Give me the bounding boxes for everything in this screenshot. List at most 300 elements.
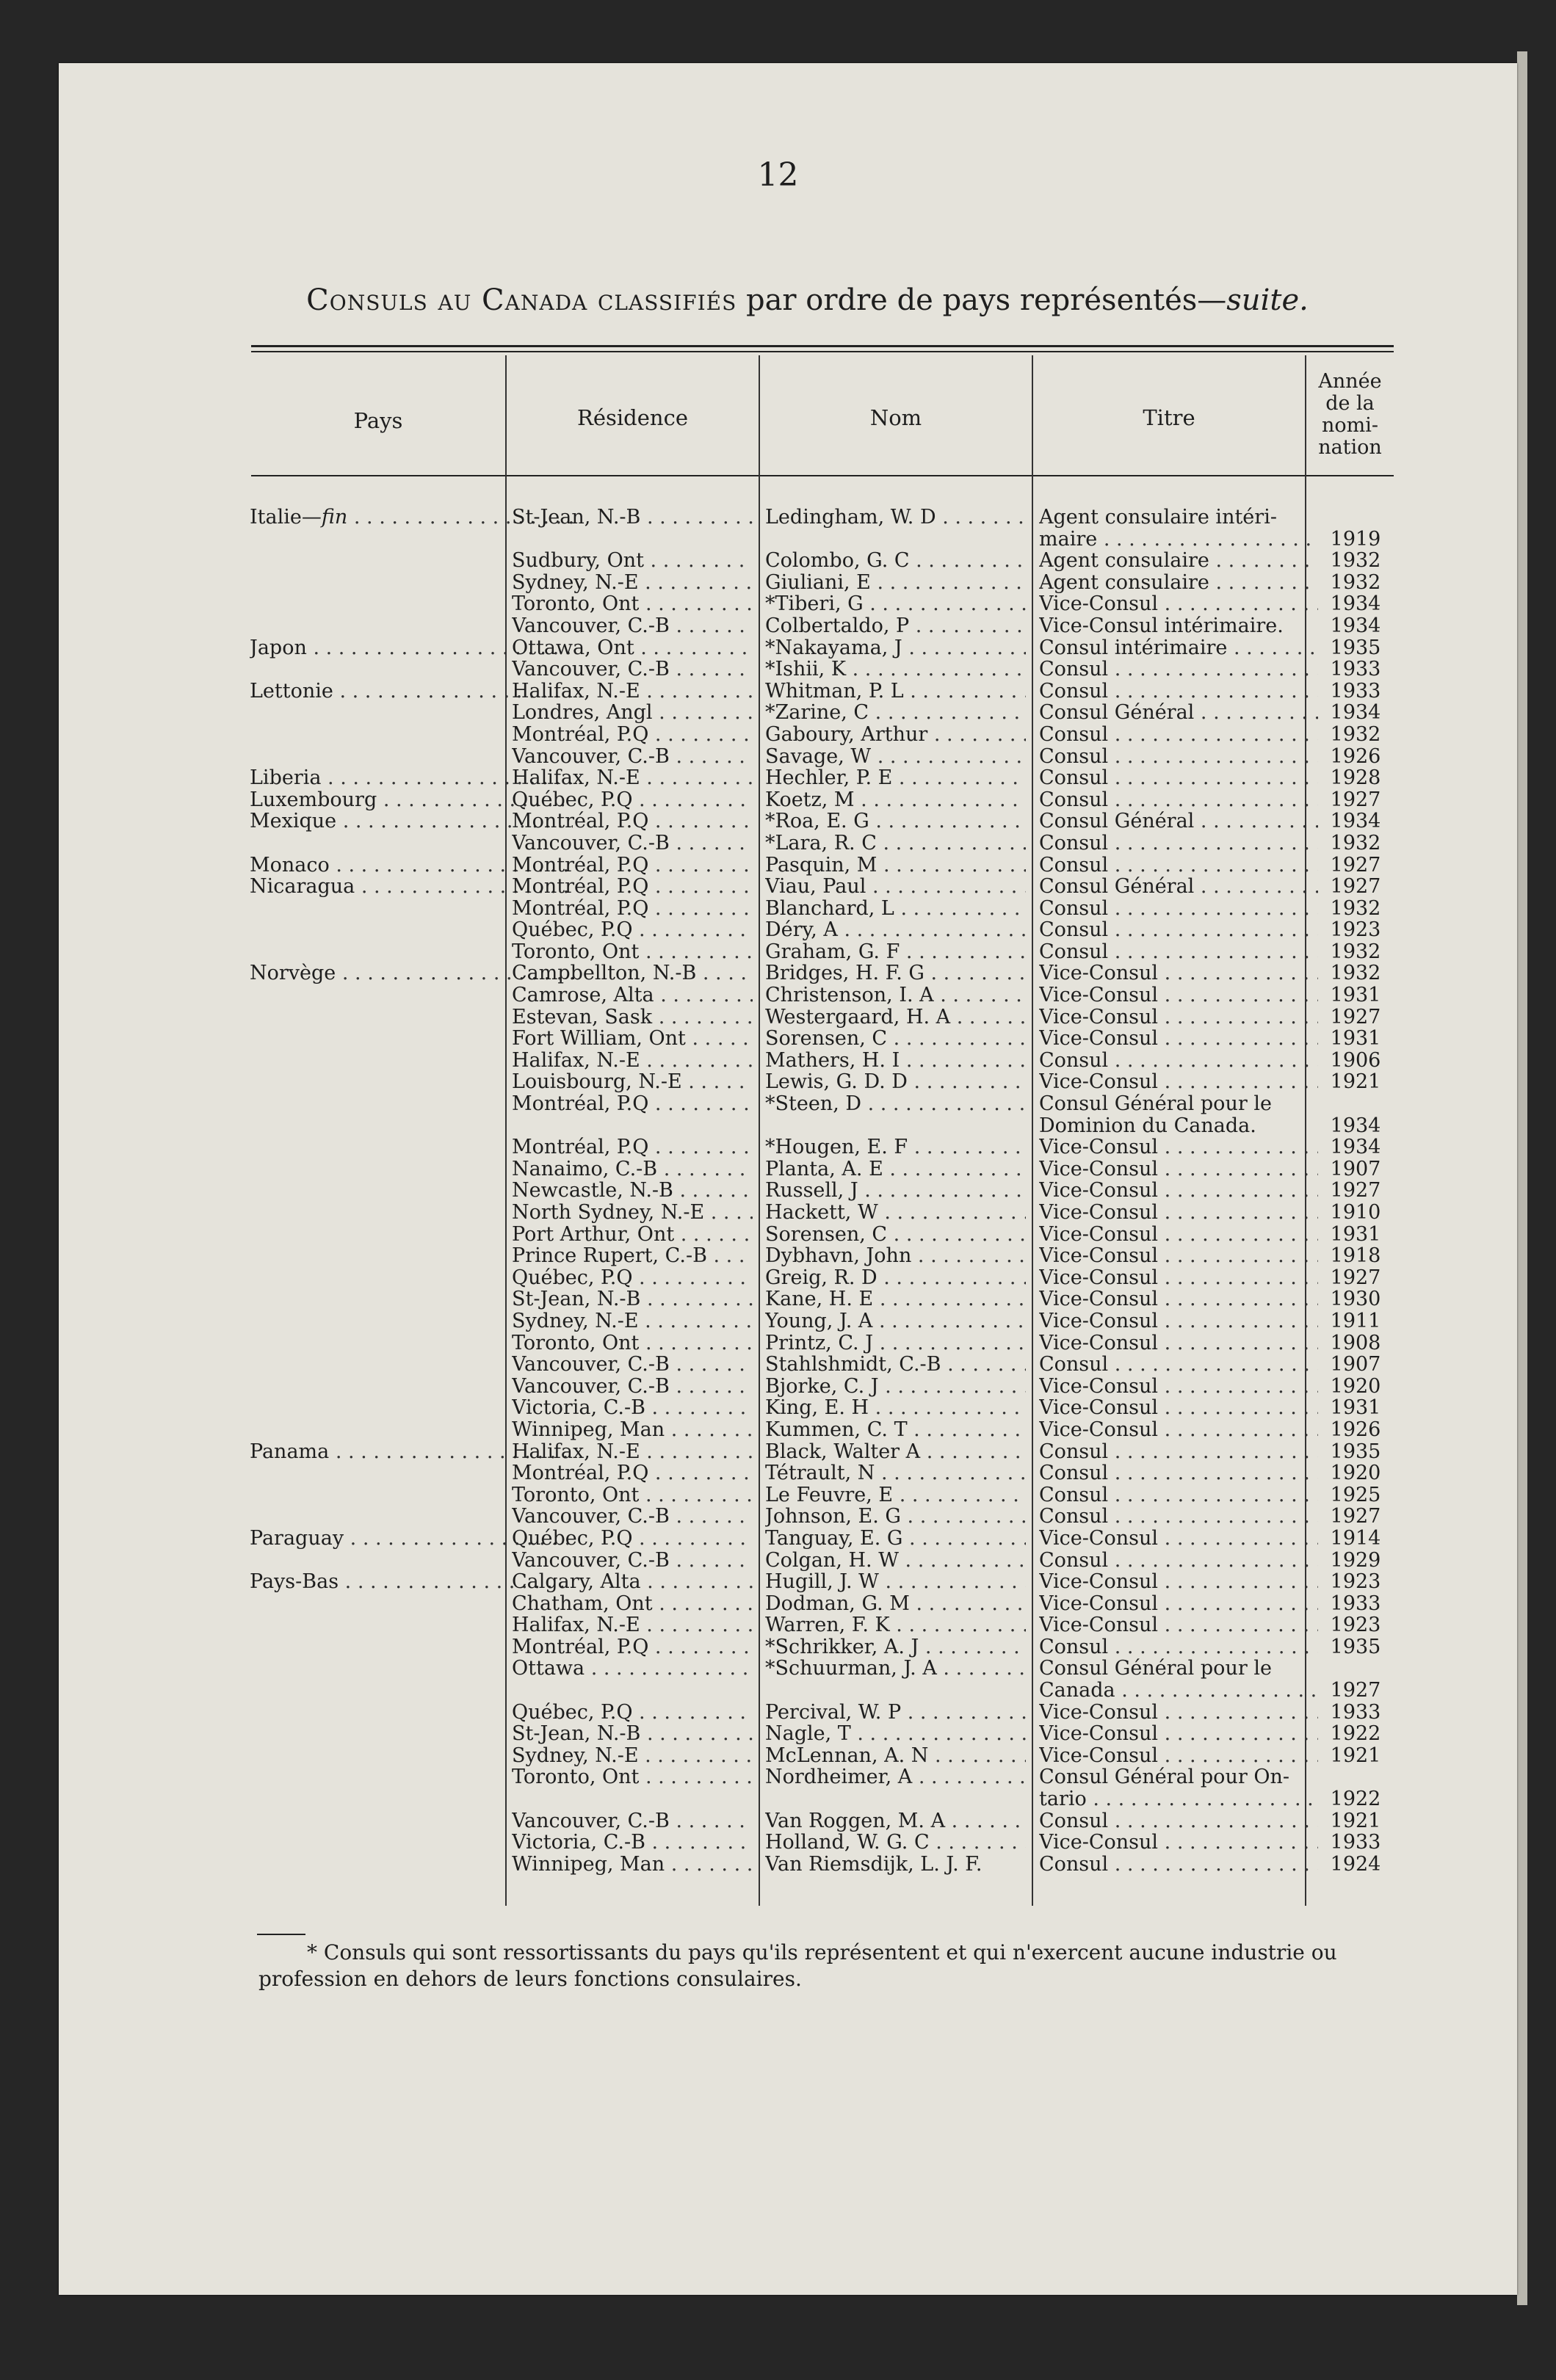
- title-cell: [1039, 1658, 1318, 1680]
- title-cell-text: Agent consulaire: [1039, 550, 1209, 572]
- name-cell-text: Young, J. A: [765, 1310, 873, 1332]
- year-cell: [1319, 984, 1392, 1006]
- residence-cell: [512, 1506, 753, 1528]
- residence-cell: [512, 876, 753, 898]
- year-cell: [1319, 1745, 1392, 1767]
- year-cell-text: 1925: [1330, 1484, 1381, 1506]
- title-cell-text: Consul intérimaire: [1039, 636, 1228, 659]
- name-cell-text: King, E. H: [765, 1397, 869, 1419]
- year-cell: [1319, 941, 1392, 963]
- table-row: [191, 1158, 1395, 1180]
- year-cell-text: 1922: [1330, 1788, 1381, 1810]
- year-cell: [1319, 1528, 1392, 1550]
- table-row: [191, 1571, 1395, 1593]
- year-cell: [1319, 1550, 1392, 1572]
- title-cell: [1039, 1115, 1318, 1137]
- name-cell-text: Johnson, E. G: [765, 1506, 901, 1528]
- name-cell: [765, 1506, 1026, 1528]
- name-cell: [765, 550, 1026, 572]
- country-cell-text: Nicaragua: [250, 876, 355, 898]
- name-cell-text: Lewis, G. D. D: [765, 1071, 908, 1094]
- title-cell: [1039, 1376, 1318, 1398]
- title-cell-text: tario: [1039, 1788, 1087, 1810]
- name-cell-text: Graham, G. F: [765, 940, 900, 963]
- name-cell: [765, 1441, 1026, 1463]
- title-cell-text: Vice-Consul: [1039, 962, 1159, 985]
- name-cell-text: Koetz, M: [765, 788, 855, 811]
- name-cell: [765, 1310, 1026, 1332]
- year-cell: [1319, 1397, 1392, 1419]
- residence-cell-text: St-Jean, N.-B: [512, 1723, 641, 1745]
- title-cell-text: Agent consulaire intéri-: [1039, 507, 1277, 529]
- title-cell-text: Dominion du Canada.: [1039, 1114, 1256, 1137]
- residence-cell: [512, 1180, 753, 1202]
- year-cell: [1319, 702, 1392, 724]
- title-cell: [1039, 1158, 1318, 1180]
- title-cell-text: Vice-Consul: [1039, 1310, 1159, 1332]
- name-cell: [765, 1006, 1026, 1028]
- year-cell: [1319, 724, 1392, 746]
- title-cell: [1039, 962, 1318, 984]
- table-row: [191, 1766, 1395, 1788]
- name-cell-text: Planta, A. E: [765, 1158, 883, 1180]
- name-cell: [765, 810, 1026, 832]
- year-cell: [1319, 529, 1392, 551]
- name-cell: [765, 1332, 1026, 1354]
- table-row: [191, 1224, 1395, 1246]
- year-cell-text: 1935: [1330, 1440, 1381, 1463]
- name-cell-text: *Tiberi, G: [765, 593, 864, 615]
- name-cell-text: Mathers, H. I: [765, 1049, 900, 1072]
- residence-cell: [512, 1810, 753, 1832]
- name-cell-text: Dybhavn, John: [765, 1245, 912, 1267]
- residence-cell-text: Calgary, Alta: [512, 1571, 641, 1593]
- table-row: [191, 832, 1395, 855]
- year-cell-text: 1919: [1330, 528, 1381, 551]
- residence-cell: [512, 767, 753, 789]
- residence-cell-text: Québec, P.Q: [512, 1527, 633, 1550]
- name-cell-text: Bjorke, C. J: [765, 1375, 879, 1398]
- residence-cell-text: Montréal, P.Q: [512, 876, 649, 898]
- residence-cell: [512, 1245, 753, 1267]
- year-cell: [1319, 1571, 1392, 1593]
- year-cell: [1319, 1267, 1392, 1289]
- year-cell-text: 1927: [1330, 1180, 1381, 1202]
- name-cell: [765, 832, 1026, 855]
- table-row: [191, 1397, 1395, 1419]
- title-cell: [1039, 898, 1318, 920]
- year-cell: [1319, 832, 1392, 855]
- residence-cell: [512, 1136, 753, 1158]
- table-row: [191, 1680, 1395, 1702]
- table-row: [191, 789, 1395, 811]
- name-cell: [765, 1288, 1026, 1310]
- residence-cell-text: Vancouver, C.-B: [512, 832, 670, 855]
- residence-cell: [512, 1614, 753, 1636]
- residence-cell: [512, 1267, 753, 1289]
- residence-cell-text: Victoria, C.-B: [512, 1397, 645, 1419]
- year-cell-text: 1933: [1330, 659, 1381, 681]
- year-cell: [1319, 746, 1392, 768]
- title-cell-text: Vice-Consul: [1039, 1136, 1159, 1158]
- table-row: [191, 529, 1395, 551]
- title-cell-text: Vice-Consul: [1039, 1180, 1159, 1202]
- title-cell-text: Consul: [1039, 1810, 1109, 1832]
- residence-cell-text: St-Jean, N.-B: [512, 507, 641, 529]
- residence-cell-text: Vancouver, C.-B: [512, 614, 670, 637]
- table-row: [191, 1376, 1395, 1398]
- residence-cell-text: Montréal, P.Q: [512, 1093, 649, 1115]
- residence-cell: [512, 1028, 753, 1050]
- name-cell: [765, 1397, 1026, 1419]
- country-cell-text: Paraguay: [250, 1527, 344, 1550]
- residence-cell: [512, 702, 753, 724]
- residence-cell: [512, 681, 753, 703]
- residence-cell-text: Newcastle, N.-B: [512, 1180, 673, 1202]
- title-cell-text: Vice-Consul: [1039, 1701, 1159, 1724]
- residence-cell: [512, 1354, 753, 1376]
- residence-cell: [512, 1702, 753, 1724]
- residence-cell-text: Montréal, P.Q: [512, 1462, 649, 1484]
- name-cell-text: *Schrikker, A. J: [765, 1636, 919, 1658]
- table-top-rule-2: [251, 351, 1394, 352]
- table-row: [191, 1788, 1395, 1810]
- table-row: [191, 767, 1395, 789]
- table-row: [191, 1354, 1395, 1376]
- residence-cell-text: Victoria, C.-B: [512, 1832, 645, 1854]
- name-cell-text: Sorensen, C: [765, 1223, 888, 1246]
- residence-cell-text: Vancouver, C.-B: [512, 1506, 670, 1528]
- residence-cell: [512, 1397, 753, 1419]
- header-nom: Nom: [869, 405, 922, 430]
- title-cell-text: Consul: [1039, 919, 1109, 941]
- year-cell: [1319, 1788, 1392, 1810]
- title-cell-text: Consul: [1039, 1484, 1109, 1506]
- name-cell: [765, 1267, 1026, 1289]
- year-cell: [1319, 1288, 1392, 1310]
- year-cell-text: 1934: [1330, 593, 1381, 615]
- table-row: [191, 1441, 1395, 1463]
- year-cell: [1319, 1354, 1392, 1376]
- name-cell-text: Printz, C. J: [765, 1332, 874, 1354]
- title-cell: [1039, 1397, 1318, 1419]
- title-cell: [1039, 767, 1318, 789]
- year-cell: [1319, 876, 1392, 898]
- title-cell: [1039, 1419, 1318, 1441]
- residence-cell: [512, 1593, 753, 1615]
- table-row: [191, 615, 1395, 637]
- residence-cell: [512, 507, 753, 529]
- residence-cell-text: Winnipeg, Man: [512, 1853, 665, 1876]
- title-cell: [1039, 507, 1318, 529]
- year-cell-text: 1931: [1330, 1223, 1381, 1246]
- country-cell-text: Lettonie: [250, 680, 333, 703]
- residence-cell-text: Montréal, P.Q: [512, 854, 649, 877]
- name-cell-text: Pasquin, M: [765, 854, 877, 877]
- title-cell: [1039, 1462, 1318, 1484]
- residence-cell: [512, 1071, 753, 1093]
- country-cell-text: Pays-Bas: [250, 1571, 339, 1593]
- year-cell: [1319, 767, 1392, 789]
- name-cell: [765, 637, 1026, 659]
- title-cell: [1039, 1180, 1318, 1202]
- name-cell: [765, 659, 1026, 681]
- table-row: [191, 702, 1395, 724]
- name-cell-text: Kane, H. E: [765, 1288, 874, 1310]
- residence-cell-text: Ottawa: [512, 1658, 585, 1680]
- residence-cell-text: Sydney, N.-E: [512, 1310, 639, 1332]
- title-cell: [1039, 1332, 1318, 1354]
- residence-cell: [512, 962, 753, 984]
- name-cell-text: Holland, W. G. C: [765, 1832, 930, 1854]
- year-cell-text: 1920: [1330, 1375, 1381, 1398]
- title-cell-text: Vice-Consul: [1039, 1202, 1159, 1224]
- year-cell-text: 1921: [1330, 1744, 1381, 1767]
- name-cell: [765, 724, 1026, 746]
- residence-cell-text: Sydney, N.-E: [512, 571, 639, 594]
- residence-cell-text: Montréal, P.Q: [512, 1636, 649, 1658]
- year-cell-text: 1931: [1330, 1028, 1381, 1050]
- title-cell: [1039, 1136, 1318, 1158]
- name-cell-text: Whitman, P. L: [765, 680, 904, 703]
- year-cell-text: 1932: [1330, 897, 1381, 920]
- year-cell-text: 1934: [1330, 810, 1381, 832]
- table-row: [191, 1614, 1395, 1636]
- name-cell-text: *Zarine, C: [765, 702, 869, 724]
- residence-cell-text: Toronto, Ont: [512, 593, 640, 615]
- year-cell-text: 1928: [1330, 767, 1381, 789]
- title-cell-text: Consul Général pour le: [1039, 1658, 1272, 1680]
- title-cell-text: Vice-Consul: [1039, 1245, 1159, 1267]
- title-cell: [1039, 1224, 1318, 1246]
- residence-cell-text: Camrose, Alta: [512, 984, 654, 1006]
- title-cell: [1039, 855, 1318, 877]
- name-cell: [765, 1658, 1026, 1680]
- year-cell-text: 1933: [1330, 1832, 1381, 1854]
- title-cell: [1039, 984, 1318, 1006]
- title-cell: [1039, 529, 1318, 551]
- title-cell-text: Vice-Consul: [1039, 1592, 1159, 1615]
- year-cell: [1319, 855, 1392, 877]
- name-cell: [765, 507, 1026, 529]
- name-cell: [765, 1028, 1026, 1050]
- year-cell: [1319, 1441, 1392, 1463]
- title-cell: [1039, 1528, 1318, 1550]
- residence-cell-text: Prince Rupert, C.-B: [512, 1245, 707, 1267]
- table-row: [191, 1636, 1395, 1658]
- table-row: [191, 941, 1395, 963]
- name-cell: [765, 984, 1026, 1006]
- table-row: [191, 1050, 1395, 1072]
- year-cell-text: 1932: [1330, 550, 1381, 572]
- country-cell-text: Italie—fin: [250, 507, 348, 529]
- title-cell: [1039, 1050, 1318, 1072]
- year-cell-text: 1929: [1330, 1549, 1381, 1572]
- residence-cell: [512, 1636, 753, 1658]
- title-cell: [1039, 1267, 1318, 1289]
- residence-cell: [512, 637, 753, 659]
- title-cell: [1039, 550, 1318, 572]
- table-row: [191, 746, 1395, 768]
- table-row: [191, 1702, 1395, 1724]
- title-cell-text: Vice-Consul: [1039, 1723, 1159, 1745]
- title-cell-text: maire: [1039, 528, 1098, 551]
- name-cell: [765, 789, 1026, 811]
- year-cell-text: 1934: [1330, 702, 1381, 724]
- year-cell-text: 1914: [1330, 1527, 1381, 1550]
- table-row: [191, 550, 1395, 572]
- table-row: [191, 1028, 1395, 1050]
- table-row: [191, 637, 1395, 659]
- title-cell: [1039, 1028, 1318, 1050]
- name-cell-text: *Schuurman, J. A: [765, 1658, 937, 1680]
- name-cell-text: Le Feuvre, E: [765, 1484, 894, 1506]
- year-cell-text: 1934: [1330, 1136, 1381, 1158]
- title-cell-text: Agent consulaire: [1039, 571, 1209, 594]
- table-row: [191, 681, 1395, 703]
- name-cell-text: Hackett, W: [765, 1202, 878, 1224]
- year-cell-text: 1932: [1330, 571, 1381, 594]
- consul-table-body: [191, 507, 1395, 1875]
- year-cell: [1319, 1854, 1392, 1876]
- table-row: [191, 507, 1395, 529]
- name-cell: [765, 1810, 1026, 1832]
- name-cell: [765, 1636, 1026, 1658]
- name-cell-text: Blanchard, L: [765, 897, 894, 920]
- title-cell-text: Vice-Consul: [1039, 1832, 1159, 1854]
- title-cell-text: Vice-Consul: [1039, 1375, 1159, 1398]
- residence-cell: [512, 855, 753, 877]
- year-cell: [1319, 1028, 1392, 1050]
- country-cell-text: Japon: [250, 636, 307, 659]
- residence-cell: [512, 1462, 753, 1484]
- residence-cell-text: Montréal, P.Q: [512, 897, 649, 920]
- title-cell-text: Vice-Consul intérimaire.: [1039, 614, 1284, 637]
- residence-cell: [512, 898, 753, 920]
- name-cell: [765, 681, 1026, 703]
- name-cell: [765, 1419, 1026, 1441]
- title-cell: [1039, 832, 1318, 855]
- title-cell: [1039, 1484, 1318, 1506]
- name-cell: [765, 898, 1026, 920]
- residence-cell: [512, 1376, 753, 1398]
- year-cell: [1319, 593, 1392, 615]
- title-cell-text: Consul: [1039, 680, 1109, 703]
- title-cell-text: Vice-Consul: [1039, 1332, 1159, 1354]
- title-cell-text: Vice-Consul: [1039, 1571, 1159, 1593]
- title-cell-text: Consul Général pour le: [1039, 1093, 1272, 1115]
- name-cell-text: Viau, Paul: [765, 876, 866, 898]
- title-cell-text: Vice-Consul: [1039, 1223, 1159, 1246]
- title-cell-text: Consul Général: [1039, 810, 1195, 832]
- title-cell-text: Consul: [1039, 1506, 1109, 1528]
- year-cell: [1319, 1832, 1392, 1854]
- name-cell: [765, 615, 1026, 637]
- title-cell-text: Consul: [1039, 745, 1109, 768]
- residence-cell: [512, 1310, 753, 1332]
- year-cell: [1319, 1158, 1392, 1180]
- title-cell: [1039, 1288, 1318, 1310]
- table-row: [191, 876, 1395, 898]
- country-cell-text: Norvège: [250, 962, 336, 985]
- title-cell-text: Consul Général pour On-: [1039, 1766, 1289, 1789]
- year-cell-text: 1927: [1330, 854, 1381, 877]
- residence-cell: [512, 1745, 753, 1767]
- residence-cell: [512, 1158, 753, 1180]
- year-cell-text: 1923: [1330, 1614, 1381, 1636]
- table-row: [191, 962, 1395, 984]
- title-cell: [1039, 1745, 1318, 1767]
- year-cell-text: 1932: [1330, 832, 1381, 855]
- name-cell-text: Westergaard, H. A: [765, 1006, 951, 1028]
- residence-cell-text: Winnipeg, Man: [512, 1418, 665, 1441]
- name-cell-text: Warren, F. K: [765, 1614, 890, 1636]
- name-cell-text: Van Riemsdijk, L. J. F.: [765, 1853, 983, 1876]
- year-cell: [1319, 1593, 1392, 1615]
- table-row: [191, 1593, 1395, 1615]
- residence-cell: [512, 1571, 753, 1593]
- name-cell-text: *Hougen, E. F: [765, 1136, 908, 1158]
- residence-cell-text: Toronto, Ont: [512, 940, 640, 963]
- title-cell: [1039, 1593, 1318, 1615]
- name-cell-text: Colgan, H. W: [765, 1549, 899, 1572]
- title-cell: [1039, 1506, 1318, 1528]
- page-title: [0, 282, 1556, 319]
- year-cell-text: 1932: [1330, 940, 1381, 963]
- table-row: [191, 1506, 1395, 1528]
- name-cell: [765, 941, 1026, 963]
- name-cell: [765, 1245, 1026, 1267]
- title-cell: [1039, 1614, 1318, 1636]
- residence-cell: [512, 1050, 753, 1072]
- name-cell: [765, 1376, 1026, 1398]
- name-cell-text: Dodman, G. M: [765, 1592, 910, 1615]
- year-cell: [1319, 572, 1392, 594]
- title-cell-text: Vice-Consul: [1039, 1614, 1159, 1636]
- page-number: 12: [757, 156, 799, 194]
- year-cell-text: 1927: [1330, 1006, 1381, 1028]
- residence-cell-text: Vancouver, C.-B: [512, 1354, 670, 1376]
- year-cell-text: 1927: [1330, 1680, 1381, 1702]
- table-row: [191, 919, 1395, 941]
- year-cell: [1319, 1071, 1392, 1093]
- year-cell-text: 1921: [1330, 1071, 1381, 1094]
- table-row: [191, 1071, 1395, 1093]
- year-cell-text: 1927: [1330, 1266, 1381, 1289]
- name-cell-text: Sorensen, C: [765, 1028, 888, 1050]
- name-cell: [765, 1702, 1026, 1724]
- title-cell: [1039, 1071, 1318, 1093]
- year-cell: [1319, 1310, 1392, 1332]
- title-cell-text: Vice-Consul: [1039, 1071, 1159, 1094]
- title-cell-text: Consul: [1039, 659, 1109, 681]
- name-cell: [765, 593, 1026, 615]
- residence-cell-text: Halifax, N.-E: [512, 1614, 640, 1636]
- residence-cell-text: St-Jean, N.-B: [512, 1288, 641, 1310]
- residence-cell-text: Toronto, Ont: [512, 1484, 640, 1506]
- residence-cell: [512, 832, 753, 855]
- title-cell: [1039, 615, 1318, 637]
- year-cell: [1319, 962, 1392, 984]
- residence-cell: [512, 1006, 753, 1028]
- table-row: [191, 1810, 1395, 1832]
- year-cell: [1319, 1680, 1392, 1702]
- title-cell: [1039, 1245, 1318, 1267]
- year-cell: [1319, 1614, 1392, 1636]
- name-cell: [765, 1528, 1026, 1550]
- name-cell: [765, 1484, 1026, 1506]
- name-cell-text: Tétrault, N: [765, 1462, 875, 1484]
